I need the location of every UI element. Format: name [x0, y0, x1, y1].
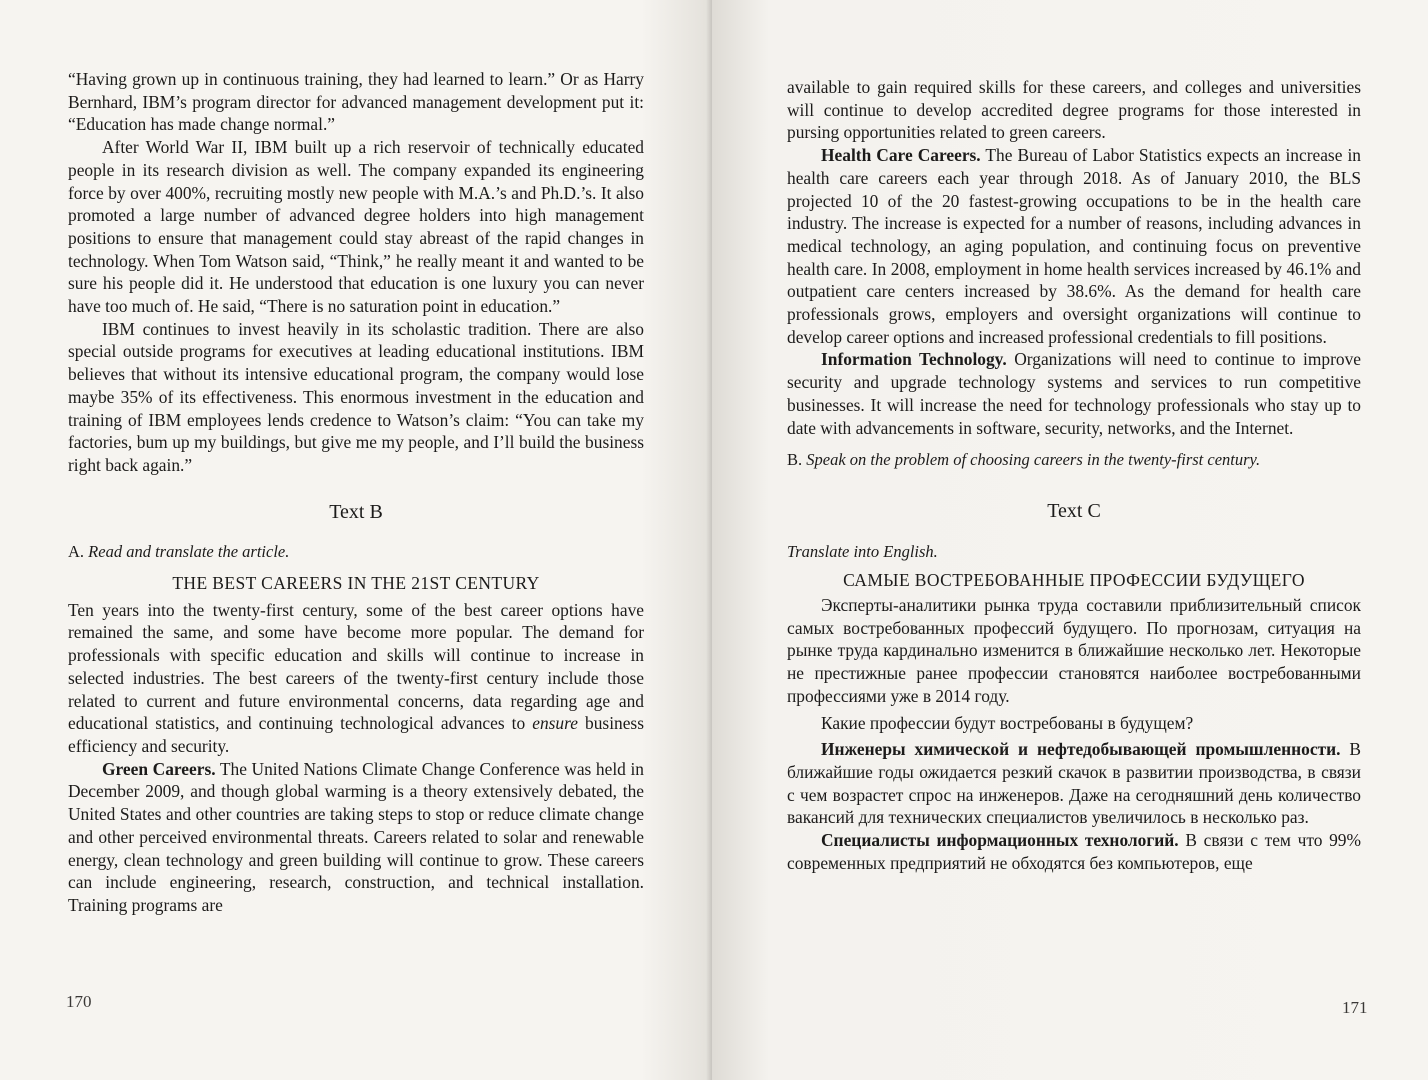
paragraph-engineers [787, 738, 1361, 829]
task-c [787, 541, 1361, 564]
paragraph-body: The United Nations Climate Change Conference was held in December 2009, and though global warming is a theory extensively debated, the United States and other countries are taking steps to stop or reduce climate change and other perceived environmental threats. Careers related to solar and renewable energy, clean technology and green building will continue to grow. These careers can include engineering, research, construction, and technical installation. Training programs are [68, 758, 644, 915]
paragraph-intro [68, 599, 644, 758]
run-in-heading: Green Careers. [102, 758, 216, 779]
task-text: Speak on the problem of choosing careers in the twenty-first century. [806, 450, 1261, 470]
section-heading-text-b: Text B [329, 500, 383, 523]
paragraph-health-care [787, 144, 1361, 348]
task-b [787, 449, 1361, 472]
run-in-heading: Health Care Careers. [821, 145, 981, 166]
intro-text: Ten years into the twenty-first century, some of the best career options have remained the same, and some have become more popular. The demand for professionals with specific education and skills will continue to increase in selected industries. The best careers of the twenty-first century include those related to current and future environmental concerns, data regarding age and educational statistics, and continuing technological advances to [68, 599, 644, 734]
task-letter: A. [68, 542, 85, 562]
paragraph: “Having grown up in continuous training, they had learned to learn.” Or as Harry Bernhard, IBM’s program director for advanced management development put it: “Education has made change normal.” [68, 69, 644, 135]
page-number: 170 [66, 992, 92, 1011]
paragraph: Эксперты-аналитики рынка труда составили приблизительный список самых востребованных профессий будущего. По прогнозам, ситуация на рынке труда кардинально изменится в ближайшие несколько лет. Некоторые не престижные ранее профессии становятся наиболее востребованными профессиями уже в 2014 году. [787, 595, 1361, 706]
run-in-heading: Information Technology. [821, 349, 1007, 370]
paragraph-body: В ближайшие годы ожидается резкий скачок в развитии производства, в связи с чем возрастет спрос на инженеров. Даже на сегодняшний день количество вакансий для технических специалистов увеличилось в несколько раз. [787, 739, 1361, 828]
task-a [68, 541, 644, 564]
paragraph: available to gain required skills for these careers, and colleges and universities will continue to develop accredited degree programs for those interested in pursing opportunities related to green careers. [787, 77, 1361, 143]
right-text-column [787, 76, 1361, 875]
left-page [0, 0, 712, 1080]
task-text: Read and translate the article. [88, 542, 290, 562]
paragraph-body: The Bureau of Labor Statistics expects an increase in health care careers each year through 2018. As of January 2010, the BLS projected 10 of the 20 fastest-growing occupations to be in the health care industry. The increase is expected for a number of reasons, including advances in medical technology, an aging population, and continuing focus on preventive health care. In 2008, employment in home health services increased by 46.1% and outpatient care centers increased by 38.6%. As the demand for health care professionals grows, employers and oversight organizations will continue to develop career options and increased professional credentials to fill positions. [787, 145, 1361, 347]
paragraph-green-careers [68, 758, 644, 917]
section-heading-text-c: Text C [1047, 499, 1101, 522]
russian-article-title: САМЫЕ ВОСТРЕБОВАННЫЕ ПРОФЕССИИ БУДУЩЕГО [843, 570, 1305, 591]
paragraph-information-technology [787, 348, 1361, 439]
paragraph-it-specialists [787, 829, 1361, 874]
paragraph: After World War II, IBM built up a rich reservoir of technically educated people in its research division as well. The company expanded its engineering force by over 400%, recruiting mostly new people with M.A.’s and Ph.D.’s. It also promoted a large number of advanced degree holders into high management positions to ensure that management could stay abreast of the rapid changes in technology. When Tom Watson said, “Think,” he really meant it and wanted to be sure his people did it. He understood that education is one luxury you can never have too much of. He said, “There is no saturation point in education.” [68, 137, 644, 317]
left-text-column [68, 68, 644, 917]
paragraph-body: Organizations will need to continue to improve security and upgrade technology systems and services to run competitive businesses. It will increase the need for technology professionals who stay up to date with advancements in software, security, networks, and the Internet. [787, 349, 1361, 438]
task-letter: B. [787, 450, 803, 470]
paragraph: IBM continues to invest heavily in its scholastic tradition. There are also special outside programs for executives at leading educational institutions. IBM believes that without its intensive educational program, the company would lose maybe 35% of its effectiveness. This enormous investment in the education and training of IBM employees lends credence to Watson’s claim: “You can take my factories, bum up my buildings, but give me my people, and I’ll build the business right back again.” [68, 318, 644, 475]
paragraph: Какие профессии будут востребованы в будущем? [821, 712, 1194, 733]
intro-text-end: business efficiency and security. [68, 713, 644, 756]
run-in-heading: Инженеры химической и нефтедобывающей промышленности. [821, 739, 1341, 760]
article-title: THE BEST CAREERS IN THE 21ST CENTURY [172, 573, 540, 594]
intro-emphasis: ensure [532, 713, 578, 734]
run-in-heading: Специалисты информационных технологий. [821, 830, 1179, 851]
paragraph-body: В связи с тем что 99% современных предприятий не обходятся без компьютеров, еще [787, 830, 1361, 873]
page-number: 171 [1342, 998, 1368, 1017]
task-text: Translate into English. [787, 541, 938, 561]
